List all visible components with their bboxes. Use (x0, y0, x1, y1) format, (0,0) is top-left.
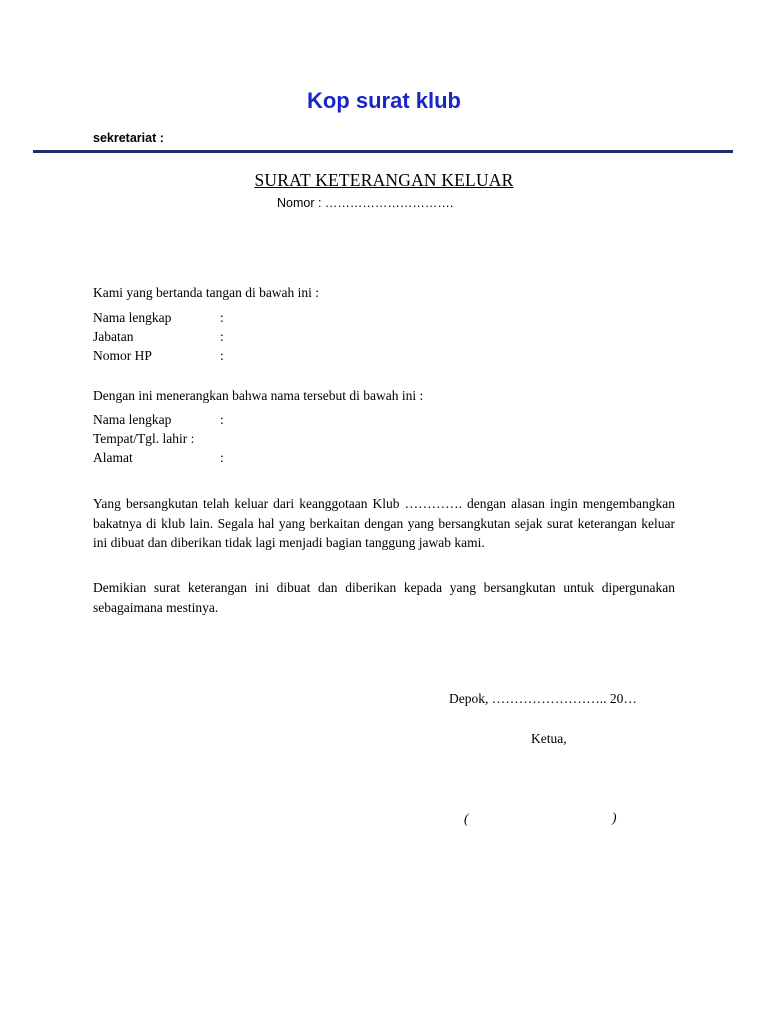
field-row (93, 346, 224, 365)
field-label: Tempat/Tgl. lahir : (93, 431, 195, 446)
field-separator: : (220, 329, 224, 344)
field-label: Jabatan (93, 329, 134, 344)
letterhead-title: Kop surat klub (306, 88, 461, 113)
field-row (93, 448, 224, 467)
field-separator: : (220, 310, 224, 325)
field-row (93, 327, 224, 346)
document-title: SURAT KETERANGAN KELUAR (254, 170, 514, 190)
secretariat-label: sekretariat : (93, 131, 164, 145)
signature-close-paren: ) (612, 810, 617, 825)
body-paragraph-2: Demikian surat keterangan ini dibuat dan diberikan kepada yang bersangkutan untuk dipergunakan sebagaimana mestinya. (93, 580, 675, 615)
section1-fields (93, 308, 224, 365)
field-row (93, 410, 224, 429)
signature-open-paren: ( (464, 811, 469, 826)
field-label: Nama lengkap (93, 310, 172, 325)
field-row (93, 429, 224, 448)
signature-place-date: Depok, …………………….. 20… (449, 691, 637, 706)
section1-intro: Kami yang bertanda tangan di bawah ini : (93, 285, 320, 300)
field-label: Alamat (93, 450, 133, 465)
field-separator: : (220, 412, 224, 427)
document-number: Nomor : …………………………. (277, 196, 454, 210)
field-label: Nama lengkap (93, 412, 172, 427)
section2-intro: Dengan ini menerangkan bahwa nama tersebut di bawah ini : (93, 388, 424, 403)
field-row (93, 308, 224, 327)
signature-role: Ketua, (531, 731, 567, 746)
field-separator: : (220, 348, 224, 363)
section2-fields (93, 410, 224, 467)
field-label: Nomor HP (93, 348, 152, 363)
field-separator: : (220, 450, 224, 465)
header-divider (33, 150, 733, 153)
body-paragraph-1: Yang bersangkutan telah keluar dari keanggotaan Klub …………. dengan alasan ingin mengembangkan bakatnya di klub lain. Segala hal yang berkaitan dengan yang bersangkutan sejak surat keterangan keluar ini dibuat dan diberikan tidak lagi menjadi bagian tanggung jawab kami. (93, 496, 675, 550)
